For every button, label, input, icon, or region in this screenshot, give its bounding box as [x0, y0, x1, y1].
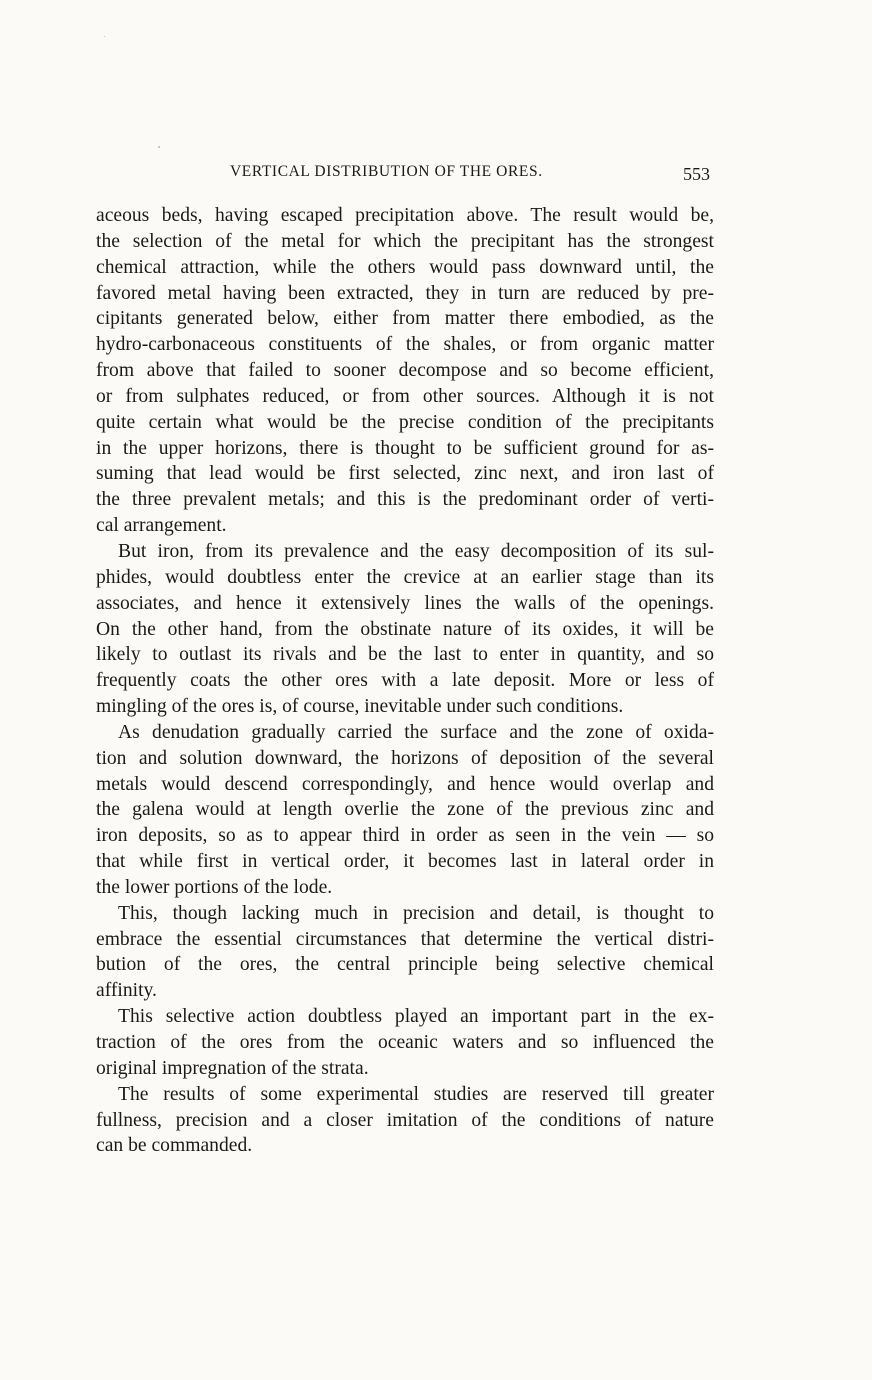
- paper-speck: [104, 36, 105, 37]
- text-line: phides, would doubtless enter the crevice at an earlier stage than its: [96, 566, 714, 588]
- paragraph: [96, 539, 714, 720]
- text-line: the selection of the metal for which the precipitant has the strongest: [96, 230, 714, 252]
- text-line: the lower portions of the lode.: [96, 876, 333, 898]
- text-line: But iron, from its prevalence and the easy decomposition of its sul-: [118, 540, 714, 562]
- text-line: metals would descend correspondingly, and hence would overlap and: [96, 773, 714, 795]
- page-title: VERTICAL DISTRIBUTION OF THE ORES.: [230, 163, 543, 180]
- paper-speck: [158, 146, 160, 148]
- text-line: from above that failed to sooner decompose and so become efficient,: [96, 360, 714, 382]
- text-line: iron deposits, so as to appear third in order as seen in the vein — so: [96, 825, 714, 847]
- text-line: embrace the essential circumstances that determine the vertical distri-: [96, 928, 714, 950]
- text-line: frequently coats the other ores with a late deposit. More or less of: [96, 670, 714, 692]
- paragraph: [96, 1082, 714, 1160]
- paragraph: [96, 1004, 714, 1082]
- running-head: [96, 163, 714, 187]
- paragraph: [96, 720, 714, 901]
- text-line: chemical attraction, while the others would pass downward until, the: [96, 256, 714, 278]
- text-line: that while first in vertical order, it becomes last in lateral order in: [96, 851, 714, 873]
- text-line: fullness, precision and a closer imitation of the conditions of nature: [96, 1109, 714, 1131]
- text-line: This, though lacking much in precision and detail, is thought to: [118, 902, 714, 924]
- text-line: original impregnation of the strata.: [96, 1057, 369, 1079]
- paragraph: [96, 203, 714, 539]
- text-line: affinity.: [96, 980, 157, 1002]
- text-line: hydro-carbonaceous constituents of the shales, or from organic matter: [96, 334, 714, 356]
- text-line: or from sulphates reduced, or from other sources. Although it is not: [96, 385, 714, 407]
- text-line: This selective action doubtless played an important part in the ex-: [118, 1006, 714, 1028]
- text-line: On the other hand, from the obstinate nature of its oxides, it will be: [96, 618, 714, 640]
- text-line: quite certain what would be the precise condition of the precipitants: [96, 411, 714, 433]
- text-line: tion and solution downward, the horizons of deposition of the several: [96, 747, 714, 769]
- text-line: mingling of the ores is, of course, inevitable under such conditions.: [96, 696, 624, 718]
- text-line: associates, and hence it extensively lines the walls of the openings.: [96, 592, 714, 614]
- text-line: As denudation gradually carried the surface and the zone of oxida-: [118, 721, 714, 743]
- text-line: in the upper horizons, there is thought to be sufficient ground for as-: [96, 437, 714, 459]
- text-line: the galena would at length overlie the zone of the previous zinc and: [96, 799, 714, 821]
- text-line: cal arrangement.: [96, 515, 227, 537]
- text-line: bution of the ores, the central principle being selective chemical: [96, 954, 714, 976]
- text-line: suming that lead would be first selected, zinc next, and iron last of: [96, 463, 714, 485]
- text-line: The results of some experimental studies are reserved till greater: [118, 1083, 714, 1105]
- body-text: [96, 203, 714, 1159]
- text-line: aceous beds, having escaped precipitation above. The result would be,: [96, 205, 714, 226]
- text-line: the three prevalent metals; and this is the predominant order of verti-: [96, 489, 714, 511]
- page-number: 553: [683, 164, 710, 184]
- text-line: likely to outlast its rivals and be the last to enter in quantity, and so: [96, 644, 714, 666]
- text-line: favored metal having been extracted, they in turn are reduced by pre-: [96, 282, 714, 304]
- text-line: can be commanded.: [96, 1135, 253, 1157]
- paragraph: [96, 901, 714, 1004]
- text-line: cipitants generated below, either from matter there embodied, as the: [96, 308, 714, 330]
- text-line: traction of the ores from the oceanic waters and so influenced the: [96, 1032, 714, 1053]
